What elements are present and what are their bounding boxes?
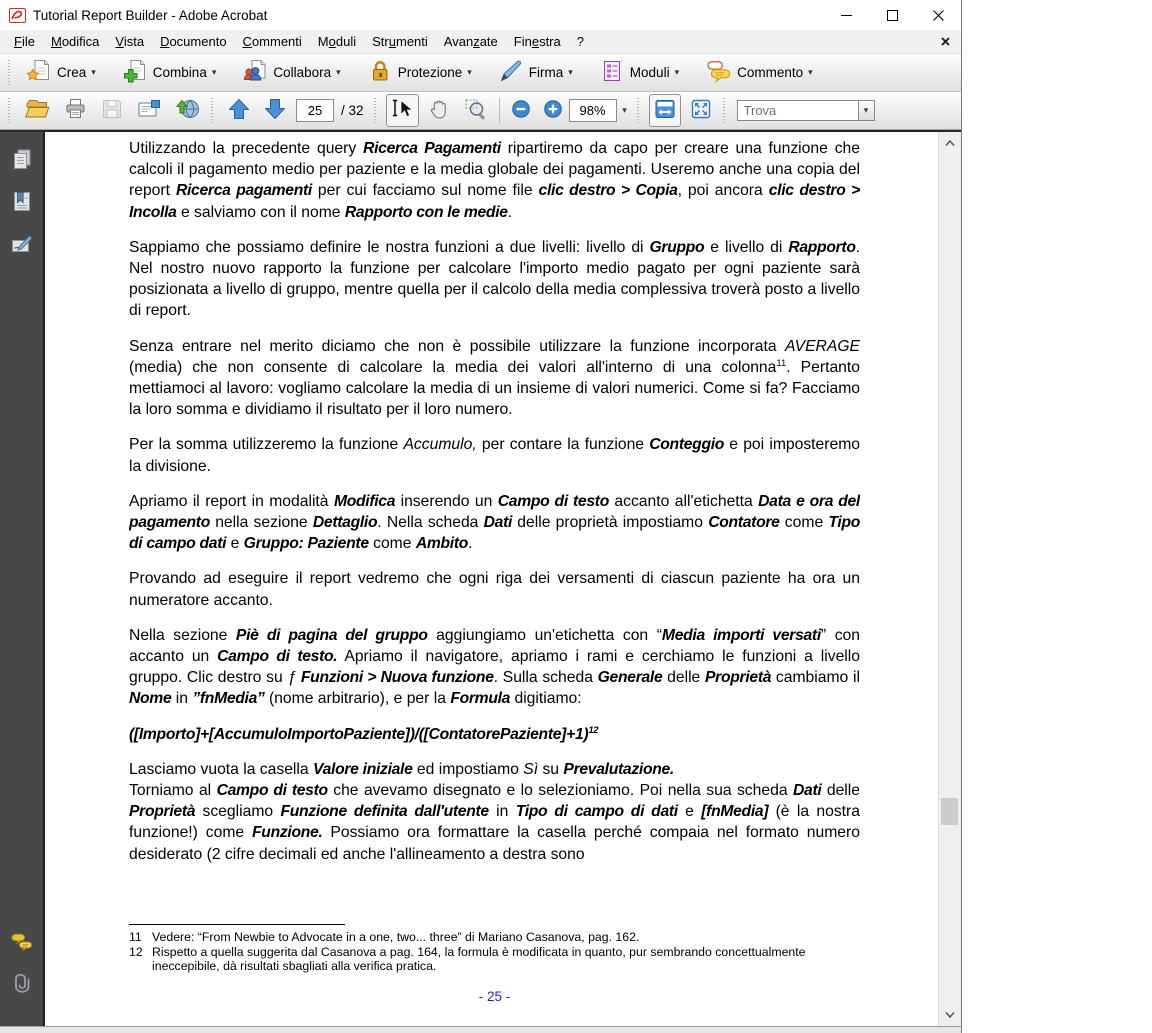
print-button[interactable] [59,94,92,127]
paragraph: Apriamo il report in modalità Modifica inserendo un Campo di testo accanto all'etichetta Data e ora del pagamento nella sezione Dettaglio. Nella scheda Dati delle proprietà impostiamo Contatore come Tipo di campo dati e Gruppo: Paziente come Ambito. [129,492,860,553]
combine-icon [122,58,148,87]
sign-button[interactable] [490,54,581,91]
toolbar-grip[interactable] [636,98,642,124]
protection-button[interactable] [359,54,480,91]
find-dropdown-button[interactable] [858,100,875,121]
menubar-close-icon[interactable] [938,34,953,49]
title-bar [0,0,961,30]
hand-tool-icon [427,97,451,124]
paragraph: Provando ad eseguire il report vedremo che ogni riga dei versamenti di ciascun paziente ha ora un numeratore accanto. [129,570,860,609]
menu-moduli[interactable]: Moduli [317,34,357,49]
collaborate-label: Collabora [273,65,332,80]
save-button[interactable] [96,94,128,127]
next-page-button[interactable] [259,94,291,127]
scrollbar-thumb[interactable] [941,798,958,825]
signatures-panel-button[interactable] [6,230,38,260]
dropdown-caret-icon: ▾ [568,67,573,77]
sign-label: Firma [528,65,564,80]
fit-page-icon [689,97,713,124]
dropdown-caret-icon: ▾ [622,105,627,115]
paragraph: Sappiamo che possiamo definire le nostra funzioni a due livelli: livello di Gruppo e livello di Rapporto. Nel nostro nuovo rapporto la funzione per calcolare l'importo medio pagato per ogni paziente sarà posizionata a livello di gruppo, mentre quella per il calcolo della media complessiva troverà posto a livello di report. [129,238,860,320]
upload-web-button[interactable] [170,93,205,128]
lock-icon [367,58,393,87]
page-count-label: / 32 [341,103,364,118]
forms-label: Moduli [629,65,670,80]
create-label: Crea [57,65,87,80]
toolbar-grip[interactable] [210,98,216,124]
scroll-down-button[interactable] [939,1006,961,1024]
zoom-out-button[interactable] [507,96,535,125]
zoom-out-icon [511,99,531,122]
zoom-in-button[interactable] [539,96,567,125]
select-tool-button[interactable] [386,94,419,127]
menu-finestra[interactable]: Finestra [513,34,561,49]
toolbar-separator [499,98,500,124]
signatures-icon [9,232,35,259]
form-icon [599,58,625,87]
select-tool-icon [390,97,415,124]
page-up-arrow-icon [227,97,251,124]
email-button[interactable] [132,94,166,127]
dropdown-caret-icon: ▾ [674,67,680,77]
menu-strumenti[interactable]: Strumenti [372,34,428,49]
footnote-text: Vedere: “From Newbie to Advocate in a one, two... three” di Mariano Casanova, pag. 162. [152,930,640,944]
window-title: Tutorial Report Builder - Adobe Acrobat [33,7,268,23]
dropdown-caret-icon: ▾ [808,67,813,77]
vertical-scrollbar[interactable] [938,132,961,1026]
fit-width-icon [653,97,677,124]
document-page[interactable] [45,132,938,1026]
footnote [129,945,860,974]
acrobat-pdf-icon [9,8,26,23]
page-number-label: - 25 - [478,988,511,1004]
toolbar-grip[interactable] [7,60,13,86]
fit-width-button[interactable] [649,94,681,127]
zoom-dropdown-button[interactable] [617,100,633,121]
paragraph: Per la somma utilizzeremo la funzione Accumulo, per contare la funzione Conteggio e poi imposteremo la divisione. [129,436,860,475]
footnote-text: Rispetto a quella suggerita dal Casanova a pag. 164, la formula è modificata in quanto, pur sembrando concettualmente ineccepibile, dà risultati sbagliati alla verifica pratica. [152,944,806,974]
navigation-panel-rail [0,132,45,1026]
menu-vista[interactable]: Vista [115,34,145,49]
zoom-in-icon [543,99,563,122]
footnote-rule [129,924,345,925]
combine-label: Combina [152,65,207,80]
pages-icon [10,147,34,176]
collaborate-button[interactable] [234,54,348,91]
protection-label: Protezione [397,65,463,80]
forms-button[interactable] [591,54,687,91]
close-button[interactable] [915,0,961,30]
dropdown-caret-icon: ▾ [336,67,341,77]
dropdown-caret-icon: ▾ [467,67,472,77]
minimize-button[interactable] [823,0,869,30]
comment-label: Commento [737,65,804,80]
combine-button[interactable] [114,54,225,91]
paperclip-icon [10,971,34,1000]
menu-documento[interactable]: Documento [160,34,227,49]
comment-button[interactable] [697,54,821,91]
paragraph: Nella sezione Piè di pagina del gruppo aggiungiamo un'etichetta con “Media importi versati” con accanto un Campo di testo. Apriamo il navigatore, apriamo i rami e cerchiamo le funzioni a livello gruppo. Clic destro su ƒ Funzioni > Nuova funzione. Sulla scheda Generale delle Proprietà cambiamo il Nome in ”fnMedia” (nome arbitrario), e per la Formula digitiamo: [129,626,860,708]
toolbar-grip[interactable] [722,98,728,124]
attachments-panel-button[interactable] [6,970,38,1000]
menu-commenti[interactable]: Commenti [242,34,302,49]
menu-bar [0,30,961,54]
comments-icon [9,930,35,957]
current-page-input[interactable] [296,99,334,122]
scroll-up-button[interactable] [939,134,961,152]
maximize-button[interactable] [869,0,915,30]
find-box [737,100,875,121]
tasks-toolbar [0,54,961,92]
printer-icon [63,97,88,124]
paragraph: Senza entrare nel merito diciamo che non è possibile utilizzare la funzione incorporata AVERAGE (media) che non consente di calcolare la media dei valori all'interno di una colonna$^{11}$. Pertanto mettiamoci al lavoro: vogliamo calcolare la media di un insieme di valori numerici. Come si fa? Facciamo la loro somma e dividiamo il risultato per il loro numero. [129,337,860,419]
open-file-button[interactable] [20,94,55,127]
window-bottom-edge [0,1026,961,1033]
bookmarks-icon [10,189,34,218]
menu-avanzate[interactable]: Avanzate [443,34,498,49]
collaborate-icon [242,58,268,87]
document-text [129,138,860,879]
previous-page-button[interactable] [223,94,255,127]
create-button[interactable] [18,54,104,91]
dropdown-caret-icon: ▾ [211,67,217,77]
marquee-zoom-icon [463,97,488,124]
bookmarks-panel-button[interactable] [6,188,38,218]
save-floppy-icon [100,97,124,124]
footnote [129,930,860,945]
page-down-arrow-icon [263,97,287,124]
toolbar-grip[interactable] [7,98,13,124]
comments-panel-button[interactable] [6,928,38,958]
find-input[interactable] [737,100,858,121]
paragraph: Utilizzando la precedente query Ricerca Pagamenti ripartiremo da capo per creare una funzione che calcoli il pagamento medio per paziente e la media globale dei pagamenti. Useremo anche una copia del report Ricerca pagamenti per cui facciamo sul nome file clic destro > Copia, poi ancora clic destro > Incolla e salviamo con il nome Rapporto con le medie. [129,140,860,221]
pages-panel-button[interactable] [6,146,38,176]
menu-help[interactable]: ? [576,34,584,49]
menu-file[interactable]: File [14,34,35,49]
email-icon [136,97,162,124]
workspace [0,130,961,1026]
footnote-number: 11 [129,930,142,944]
create-icon [26,58,52,87]
marquee-zoom-button[interactable] [459,94,492,127]
open-folder-icon [24,97,51,124]
dropdown-caret-icon: ▾ [91,67,96,77]
toolbar-grip[interactable] [373,98,379,124]
window-controls [823,0,961,30]
comment-icon [705,58,732,87]
fit-page-button[interactable] [685,94,717,127]
pen-icon [498,58,524,87]
page-footer [129,924,860,1004]
hand-tool-button[interactable] [423,94,455,127]
footnote-number: 12 [129,944,143,959]
dropdown-caret-icon: ▾ [863,105,869,115]
paragraph: Lasciamo vuota la casella Valore iniziale ed impostiamo Sì su Prevalutazione. [129,760,674,778]
paragraph: Torniamo al Campo di testo che avevamo disegnato e lo selezioniamo. Poi nella sua scheda Dati delle Proprietà scegliamo Funzione definita dall'utente in Tipo di campo di dati e [fnMedia] (è la nostra funzione!) come Funzione. Possiamo ora formattare la casella perché compaia nel formato numero desiderato (2 cifre decimali ed anche l'allineamento a destra sono [129,782,860,863]
zoom-level-input[interactable] [569,99,617,122]
menu-modifica[interactable]: Modifica [50,34,100,49]
navigation-toolbar [0,92,961,130]
globe-upload-icon [174,96,201,125]
formula-line: ([Importo]+[AccumuloImportoPaziente])/([ContatorePaziente]+1)$^{12}$ [129,724,599,743]
